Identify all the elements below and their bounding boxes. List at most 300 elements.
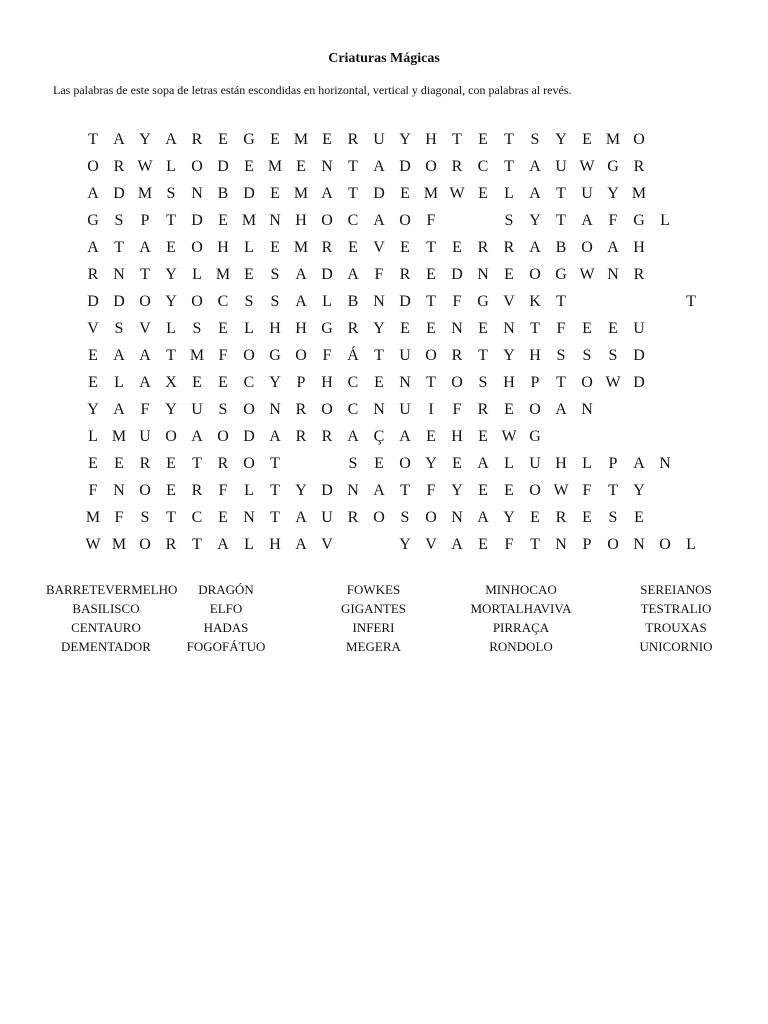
grid-letter: U <box>139 427 151 445</box>
grid-letter: D <box>399 157 411 175</box>
grid-letter: E <box>114 454 124 472</box>
grid-letter: V <box>87 319 99 337</box>
grid-letter: T <box>426 373 436 391</box>
grid-letter: W <box>85 535 101 553</box>
grid-letter: T <box>504 130 514 148</box>
grid-letter: D <box>321 265 333 283</box>
grid-letter: E <box>270 238 280 256</box>
grid-letter: E <box>348 238 358 256</box>
grid-letter: U <box>399 400 411 418</box>
grid-letter: D <box>633 346 645 364</box>
grid-letter: E <box>374 373 384 391</box>
grid-letter: M <box>293 184 309 202</box>
grid-letter: Y <box>399 535 411 553</box>
grid-letter: A <box>87 184 99 202</box>
grid-letter: N <box>581 400 593 418</box>
grid-letter: A <box>555 400 567 418</box>
grid-letter: E <box>426 319 436 337</box>
grid-letter: O <box>321 400 333 418</box>
grid-letter <box>574 290 600 314</box>
word-list-item: RONDOLO <box>489 639 553 654</box>
word-column <box>286 580 461 656</box>
grid-letter: O <box>399 454 411 472</box>
grid-letter: E <box>452 454 462 472</box>
grid-letter: L <box>166 319 176 337</box>
grid-letter: L <box>192 265 202 283</box>
grid-letter: W <box>579 157 595 175</box>
grid-row <box>80 423 704 450</box>
grid-letter: S <box>140 508 150 526</box>
grid-letter: R <box>347 130 359 148</box>
grid-letter: F <box>582 481 592 499</box>
grid-letter: E <box>478 481 488 499</box>
grid-letter: B <box>347 292 359 310</box>
grid-letter: A <box>373 481 385 499</box>
grid-letter: U <box>581 184 593 202</box>
grid-letter: Y <box>373 319 385 337</box>
grid-letter: D <box>113 292 125 310</box>
word-list-item: TROUXAS <box>645 620 707 635</box>
grid-letter: A <box>217 535 229 553</box>
grid-letter: A <box>581 211 593 229</box>
grid-letter: O <box>191 238 203 256</box>
grid-letter: O <box>451 373 463 391</box>
grid-letter: E <box>582 319 592 337</box>
grid-letter: E <box>530 508 540 526</box>
grid-letter: T <box>478 346 488 364</box>
grid-letter: W <box>579 265 595 283</box>
grid-letter: U <box>321 508 333 526</box>
grid-letter: Y <box>633 481 645 499</box>
grid-letter: N <box>269 211 281 229</box>
grid-letter: R <box>113 157 125 175</box>
word-column <box>46 580 178 656</box>
grid-letter: A <box>113 400 125 418</box>
grid-letter: Y <box>503 508 515 526</box>
grid-letter: T <box>348 157 358 175</box>
grid-letter: Y <box>165 292 177 310</box>
word-list-item: FOGOFÁTUO <box>186 639 266 654</box>
grid-letter: E <box>166 481 176 499</box>
grid-letter: G <box>477 292 489 310</box>
grid-letter: A <box>295 292 307 310</box>
grid-letter: L <box>686 535 696 553</box>
grid-letter: H <box>295 319 307 337</box>
grid-letter: C <box>347 211 359 229</box>
grid-row <box>80 261 704 288</box>
grid-letter: C <box>347 400 359 418</box>
grid-letter: M <box>137 184 153 202</box>
grid-letter: T <box>88 130 98 148</box>
word-list-item: GIGANTES <box>341 601 406 616</box>
grid-letter: G <box>529 427 541 445</box>
grid-letter: F <box>140 400 150 418</box>
grid-letter: E <box>504 400 514 418</box>
word-search-grid <box>80 126 704 558</box>
grid-letter: T <box>400 481 410 499</box>
grid-letter: Y <box>295 481 307 499</box>
grid-letter: G <box>87 211 99 229</box>
grid-letter: O <box>139 535 151 553</box>
word-list-item: HADAS <box>203 620 249 635</box>
grid-row <box>80 126 704 153</box>
grid-letter: A <box>529 157 541 175</box>
word-list-item: CENTAURO <box>71 620 141 635</box>
grid-letter: P <box>140 211 150 229</box>
grid-letter: D <box>113 184 125 202</box>
grid-letter: Y <box>503 346 515 364</box>
grid-letter: E <box>478 319 488 337</box>
grid-letter: S <box>192 319 202 337</box>
grid-letter: F <box>556 319 566 337</box>
grid-letter: E <box>166 238 176 256</box>
grid-letter: O <box>399 211 411 229</box>
grid-letter: A <box>373 157 385 175</box>
grid-letter: S <box>582 346 592 364</box>
grid-letter: B <box>555 238 567 256</box>
grid-letter: L <box>582 454 592 472</box>
grid-letter: R <box>191 481 203 499</box>
grid-letter: H <box>633 238 645 256</box>
grid-letter: O <box>243 346 255 364</box>
grid-letter: R <box>503 238 515 256</box>
grid-letter: A <box>529 184 541 202</box>
grid-letter: N <box>555 535 567 553</box>
grid-letter: P <box>530 373 540 391</box>
grid-letter: D <box>399 292 411 310</box>
grid-letter <box>444 209 470 233</box>
grid-letter: R <box>399 265 411 283</box>
grid-letter: F <box>426 211 436 229</box>
grid-letter: D <box>217 157 229 175</box>
grid-letter: E <box>270 130 280 148</box>
grid-letter: L <box>114 373 124 391</box>
grid-letter: A <box>269 427 281 445</box>
grid-letter: R <box>633 265 645 283</box>
grid-letter <box>366 533 392 557</box>
grid-letter: W <box>449 184 465 202</box>
grid-letter: E <box>166 454 176 472</box>
grid-letter: H <box>269 535 281 553</box>
grid-letter: N <box>373 292 385 310</box>
grid-letter: R <box>633 157 645 175</box>
grid-letter: E <box>400 184 410 202</box>
grid-letter: G <box>321 319 333 337</box>
grid-letter: R <box>477 400 489 418</box>
grid-letter: D <box>451 265 463 283</box>
grid-letter: T <box>166 508 176 526</box>
grid-letter: Y <box>269 373 281 391</box>
grid-letter: N <box>373 400 385 418</box>
grid-letter: C <box>217 292 229 310</box>
grid-letter: C <box>477 157 489 175</box>
grid-letter: T <box>192 535 202 553</box>
grid-letter: N <box>113 265 125 283</box>
grid-letter: E <box>478 535 488 553</box>
word-list-item: BASILISCO <box>72 601 140 616</box>
word-list <box>46 580 768 656</box>
grid-letter: T <box>270 481 280 499</box>
grid-letter: A <box>477 508 489 526</box>
grid-letter: A <box>165 130 177 148</box>
grid-letter: O <box>191 292 203 310</box>
grid-letter: F <box>452 400 462 418</box>
grid-letter: S <box>530 130 540 148</box>
grid-letter: T <box>452 130 462 148</box>
grid-letter: L <box>504 454 514 472</box>
grid-letter: A <box>347 265 359 283</box>
grid-letter: R <box>87 265 99 283</box>
word-list-item: FOWKES <box>346 582 401 597</box>
grid-letter: C <box>191 508 203 526</box>
grid-letter: A <box>113 130 125 148</box>
grid-letter: M <box>111 535 127 553</box>
grid-letter: R <box>165 535 177 553</box>
grid-letter: T <box>114 238 124 256</box>
grid-letter: E <box>504 481 514 499</box>
grid-letter: U <box>399 346 411 364</box>
grid-letter: I <box>428 400 434 418</box>
grid-letter: M <box>423 184 439 202</box>
grid-letter: Y <box>165 265 177 283</box>
grid-letter: E <box>218 211 228 229</box>
grid-row <box>80 153 704 180</box>
grid-letter: D <box>373 184 385 202</box>
grid-letter: M <box>85 508 101 526</box>
grid-letter: L <box>504 184 514 202</box>
grid-letter: T <box>270 508 280 526</box>
grid-letter: Ç <box>373 427 385 445</box>
grid-letter: D <box>191 211 203 229</box>
grid-row <box>80 450 704 477</box>
grid-letter: C <box>347 373 359 391</box>
grid-letter: D <box>321 481 333 499</box>
grid-row <box>80 315 704 342</box>
instructions-text: Las palabras de este sopa de letras están escondidas en horizontal, vertical y diagonal, con palabras al revés. <box>53 83 572 97</box>
grid-letter: E <box>218 319 228 337</box>
grid-letter: L <box>244 238 254 256</box>
word-column <box>461 580 581 656</box>
grid-letter: N <box>191 184 203 202</box>
grid-letter: T <box>166 211 176 229</box>
grid-letter: A <box>87 238 99 256</box>
word-list-item: SEREIANOS <box>640 582 712 597</box>
grid-letter: H <box>503 373 515 391</box>
grid-letter: A <box>191 427 203 445</box>
grid-letter: R <box>347 508 359 526</box>
grid-letter: O <box>633 130 645 148</box>
grid-letter: A <box>477 454 489 472</box>
grid-letter: A <box>139 373 151 391</box>
grid-letter: Y <box>451 481 463 499</box>
grid-letter: U <box>373 130 385 148</box>
grid-letter: O <box>165 427 177 445</box>
grid-row <box>80 531 704 558</box>
grid-letter: Y <box>425 454 437 472</box>
grid-letter: T <box>686 292 696 310</box>
grid-letter: S <box>478 373 488 391</box>
grid-letter: H <box>295 211 307 229</box>
grid-letter: O <box>139 481 151 499</box>
grid-letter: E <box>582 508 592 526</box>
grid-letter: M <box>293 238 309 256</box>
grid-letter: E <box>244 157 254 175</box>
grid-letter: R <box>477 238 489 256</box>
grid-letter: N <box>269 400 281 418</box>
word-list-item: UNICORNIO <box>639 639 713 654</box>
grid-letter: T <box>140 265 150 283</box>
grid-letter: H <box>451 427 463 445</box>
grid-letter: F <box>114 508 124 526</box>
grid-letter: S <box>218 400 228 418</box>
word-list-item: MORTALHAVIVA <box>470 601 572 616</box>
grid-letter: N <box>451 319 463 337</box>
grid-letter: O <box>87 157 99 175</box>
grid-letter: O <box>529 400 541 418</box>
grid-letter: A <box>139 238 151 256</box>
grid-letter: E <box>192 373 202 391</box>
grid-letter: E <box>478 130 488 148</box>
grid-letter: W <box>501 427 517 445</box>
grid-letter: S <box>348 454 358 472</box>
grid-letter: G <box>633 211 645 229</box>
grid-letter: T <box>556 373 566 391</box>
grid-letter: A <box>295 265 307 283</box>
grid-letter: U <box>555 157 567 175</box>
grid-letter: N <box>659 454 671 472</box>
grid-letter: G <box>607 157 619 175</box>
grid-letter: E <box>244 265 254 283</box>
grid-letter: H <box>555 454 567 472</box>
grid-letter: T <box>426 238 436 256</box>
word-list-item: BARRETEVERMELHO <box>46 582 178 597</box>
grid-letter: V <box>373 238 385 256</box>
grid-letter: R <box>139 454 151 472</box>
grid-letter: Y <box>555 130 567 148</box>
grid-letter: M <box>631 184 647 202</box>
grid-letter: O <box>243 400 255 418</box>
grid-letter: T <box>556 292 566 310</box>
grid-letter: T <box>504 157 514 175</box>
grid-letter: D <box>243 184 255 202</box>
grid-letter: D <box>633 373 645 391</box>
grid-letter: M <box>215 265 231 283</box>
grid-letter: G <box>269 346 281 364</box>
grid-letter: M <box>241 211 257 229</box>
grid-letter: S <box>244 292 254 310</box>
grid-letter: O <box>217 427 229 445</box>
grid-letter: F <box>452 292 462 310</box>
grid-letter: O <box>295 346 307 364</box>
grid-letter: A <box>399 427 411 445</box>
grid-letter: N <box>503 319 515 337</box>
grid-letter: E <box>400 319 410 337</box>
grid-letter: O <box>581 373 593 391</box>
grid-letter: N <box>321 157 333 175</box>
grid-letter: E <box>608 319 618 337</box>
grid-letter: N <box>113 481 125 499</box>
grid-letter: T <box>530 319 540 337</box>
grid-letter: S <box>608 346 618 364</box>
grid-letter: O <box>373 508 385 526</box>
grid-letter: M <box>605 130 621 148</box>
grid-letter: E <box>296 157 306 175</box>
grid-letter: Y <box>139 130 151 148</box>
grid-letter: O <box>139 292 151 310</box>
grid-letter: V <box>425 535 437 553</box>
grid-letter: V <box>321 535 333 553</box>
word-list-item: INFERI <box>352 620 395 635</box>
grid-letter: M <box>293 130 309 148</box>
grid-letter: S <box>114 211 124 229</box>
grid-letter: T <box>608 481 618 499</box>
grid-letter: W <box>137 157 153 175</box>
grid-letter: P <box>608 454 618 472</box>
grid-letter: E <box>218 130 228 148</box>
grid-letter: N <box>347 481 359 499</box>
grid-letter: U <box>529 454 541 472</box>
grid-letter: O <box>243 454 255 472</box>
grid-letter: A <box>295 508 307 526</box>
grid-letter: S <box>400 508 410 526</box>
grid-letter: N <box>399 373 411 391</box>
word-list-item: DRAGÓN <box>198 582 254 597</box>
grid-letter: R <box>191 130 203 148</box>
grid-letter: E <box>322 130 332 148</box>
grid-letter: G <box>555 265 567 283</box>
grid-letter: B <box>217 184 229 202</box>
grid-letter: E <box>88 454 98 472</box>
grid-letter: E <box>504 265 514 283</box>
grid-letter: S <box>504 211 514 229</box>
word-list-item: TESTRALIO <box>640 601 712 616</box>
grid-letter: T <box>270 454 280 472</box>
word-list-item: MEGERA <box>346 639 401 654</box>
grid-letter: D <box>87 292 99 310</box>
grid-letter <box>600 290 626 314</box>
grid-letter <box>626 290 652 314</box>
grid-letter: S <box>608 508 618 526</box>
grid-letter <box>652 290 678 314</box>
grid-letter: E <box>478 427 488 445</box>
grid-letter <box>314 452 340 476</box>
grid-letter: O <box>529 265 541 283</box>
grid-letter: M <box>111 427 127 445</box>
grid-letter: R <box>321 427 333 445</box>
grid-letter: T <box>426 292 436 310</box>
grid-letter: F <box>504 535 514 553</box>
grid-letter: X <box>165 373 177 391</box>
grid-letter: L <box>660 211 670 229</box>
grid-letter: O <box>607 535 619 553</box>
grid-letter: A <box>607 238 619 256</box>
grid-letter: R <box>347 319 359 337</box>
grid-letter: U <box>191 400 203 418</box>
grid-letter: A <box>295 535 307 553</box>
grid-letter: Á <box>347 346 359 364</box>
grid-letter: P <box>296 373 306 391</box>
grid-letter: N <box>243 508 255 526</box>
grid-letter: Y <box>87 400 99 418</box>
grid-letter: M <box>267 157 283 175</box>
grid-letter: S <box>114 319 124 337</box>
grid-letter: F <box>374 265 384 283</box>
grid-letter: F <box>608 211 618 229</box>
grid-letter: S <box>166 184 176 202</box>
grid-letter: H <box>269 319 281 337</box>
grid-letter: Y <box>165 400 177 418</box>
grid-letter: G <box>243 130 255 148</box>
